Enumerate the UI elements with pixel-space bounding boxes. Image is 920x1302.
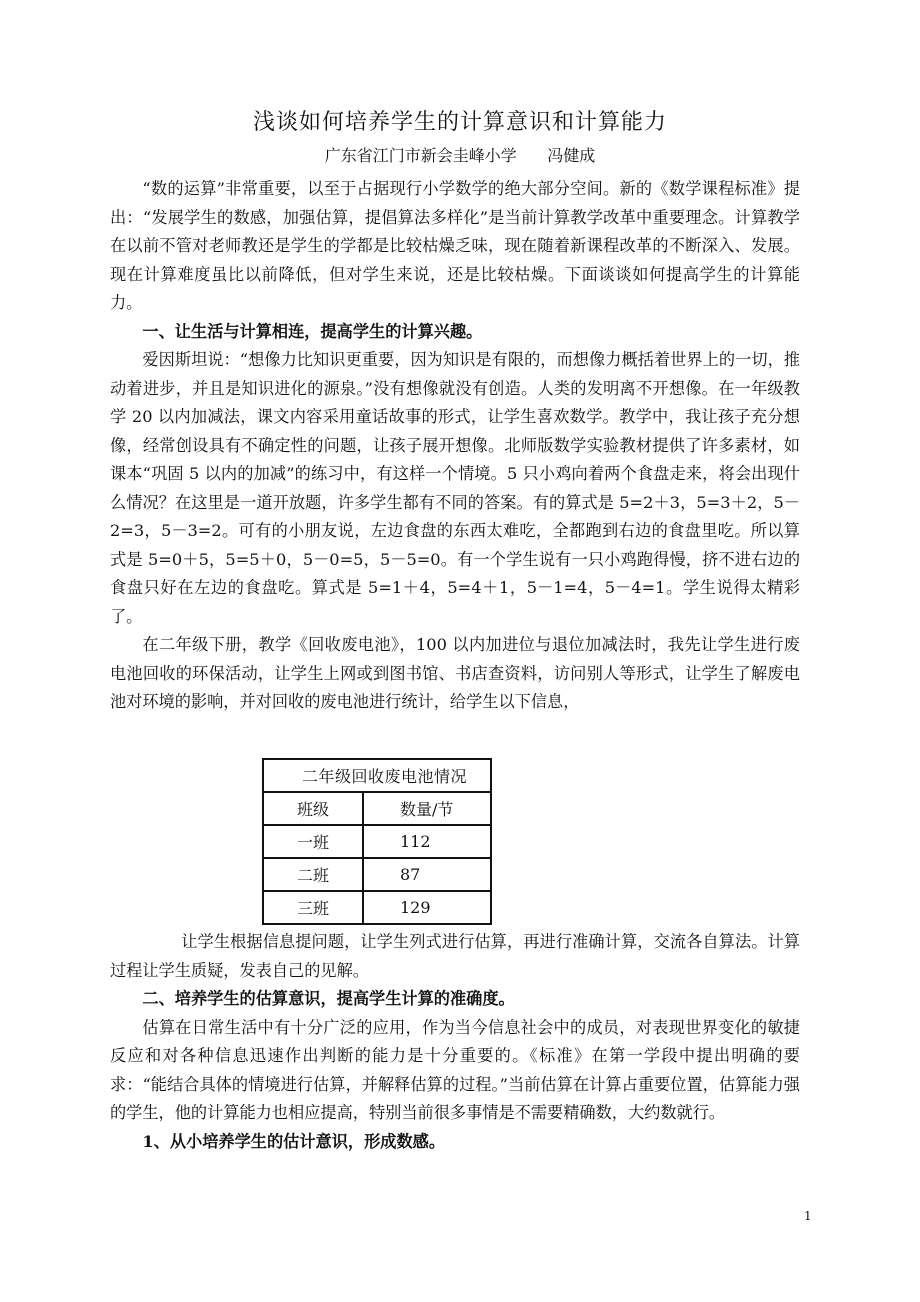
table-cell: 一班 — [263, 825, 363, 858]
paragraph: 爱因斯坦说：“想像力比知识更重要，因为知识是有限的，而想像力概括着世界上的一切，推动着进步，并且是知识进化的源泉。”没有想像就没有创造。人类的发明离不开想像。在一年级教学 20 以内加减法，课文内容采用童话故事的形式，让学生喜欢数学。教学中，我让孩子充分想像，经常创设具有不确定性的问题，让孩子展开想像。北师版数学实验教材提供了许多素材，如课本“巩固 5 以内的加减”的练习中，有这样一个情境。5 只小鸡向着两个食盘走来，将会出现什么情况？在这里是一道开放题，许多学生都有不同的答案。有的算式是 5=2＋3，5=3＋2，5－2=3，5－3=2。可有的小朋友说，左边食盘的东西太难吃，全都跑到右边的食盘里吃。所以算式是 5=0＋5，5=5＋0，5－0=5，5－5=0。有一个学生说有一只小鸡跑得慢，挤不进右边的食盘只好在左边的食盘吃。算式是 5=1＋4，5=4＋1，5－1=4，5－4=1。学生说得太精彩了。 — [110, 350, 800, 626]
table-row — [263, 825, 491, 858]
table-header-class: 班级 — [263, 792, 363, 825]
table-caption: 二年级回收废电池情况 — [263, 759, 491, 792]
table-cell: 112 — [363, 825, 491, 858]
section-heading: 一、让生活与计算相连，提高学生的计算兴趣。 — [142, 321, 483, 341]
subsection-heading: 1、从小培养学生的估计意识，形成数感。 — [142, 1131, 446, 1151]
paragraph: 让学生根据信息提问题，让学生列式进行估算，再进行准确计算，交流各自算法。计算过程让学生质疑，发表自己的见解。 — [110, 932, 800, 980]
table-caption-row — [263, 759, 491, 792]
page-title: 浅谈如何培养学生的计算意识和计算能力 — [252, 110, 667, 135]
paragraph: “数的运算”非常重要，以至于占据现行小学数学的绝大部分空间。新的《数学课程标准》提出：“发展学生的数感，加强估算，提倡算法多样化”是当前计算教学改革中重要理念。计算教学在以前不管对老师教还是学生的学都是比较枯燥乏味，现在随着新课程改革的不断深入、发展。现在计算难度虽比以前降低，但对学生来说，还是比较枯燥。下面谈谈如何提高学生的计算能力。 — [110, 179, 800, 312]
paragraph: 估算在日常生活中有十分广泛的应用，作为当今信息社会中的成员，对表现世界变化的敏捷反应和对各种信息迅速作出判断的能力是十分重要的。《标准》在第一学段中提出明确的要求：“能结合具体的情境进行估算，并解释估算的过程。”当前估算在计算占重要位置，估算能力强的学生，他的计算能力也相应提高，特别当前很多事情是不需要精确数，大约数就行。 — [110, 1017, 800, 1122]
table-cell: 129 — [363, 891, 491, 924]
battery-table — [262, 758, 492, 925]
table-cell: 87 — [363, 858, 491, 891]
table-header-row — [263, 792, 491, 825]
section-heading: 二、培养学生的估算意识，提高学生计算的准确度。 — [142, 989, 515, 1008]
table-cell: 三班 — [263, 891, 363, 924]
table-row — [263, 858, 491, 891]
table-header-quantity: 数量/节 — [363, 792, 491, 825]
body-text-bottom — [110, 928, 800, 1156]
table-row — [263, 891, 491, 924]
table-cell: 二班 — [263, 858, 363, 891]
page-number: 1 — [804, 1209, 812, 1223]
body-text-top — [110, 175, 800, 717]
paragraph: 在二年级下册，教学《回收废电池》，100 以内加进位与退位加减法时，我先让学生进行废电池回收的环保活动，让学生上网或到图书馆、书店查资料，访问别人等形式，让学生了解废电池对环境的影响，并对回收的废电池进行统计，给学生以下信息， — [110, 635, 800, 711]
author-line: 广东省江门市新会圭峰小学 冯健成 — [324, 146, 596, 165]
